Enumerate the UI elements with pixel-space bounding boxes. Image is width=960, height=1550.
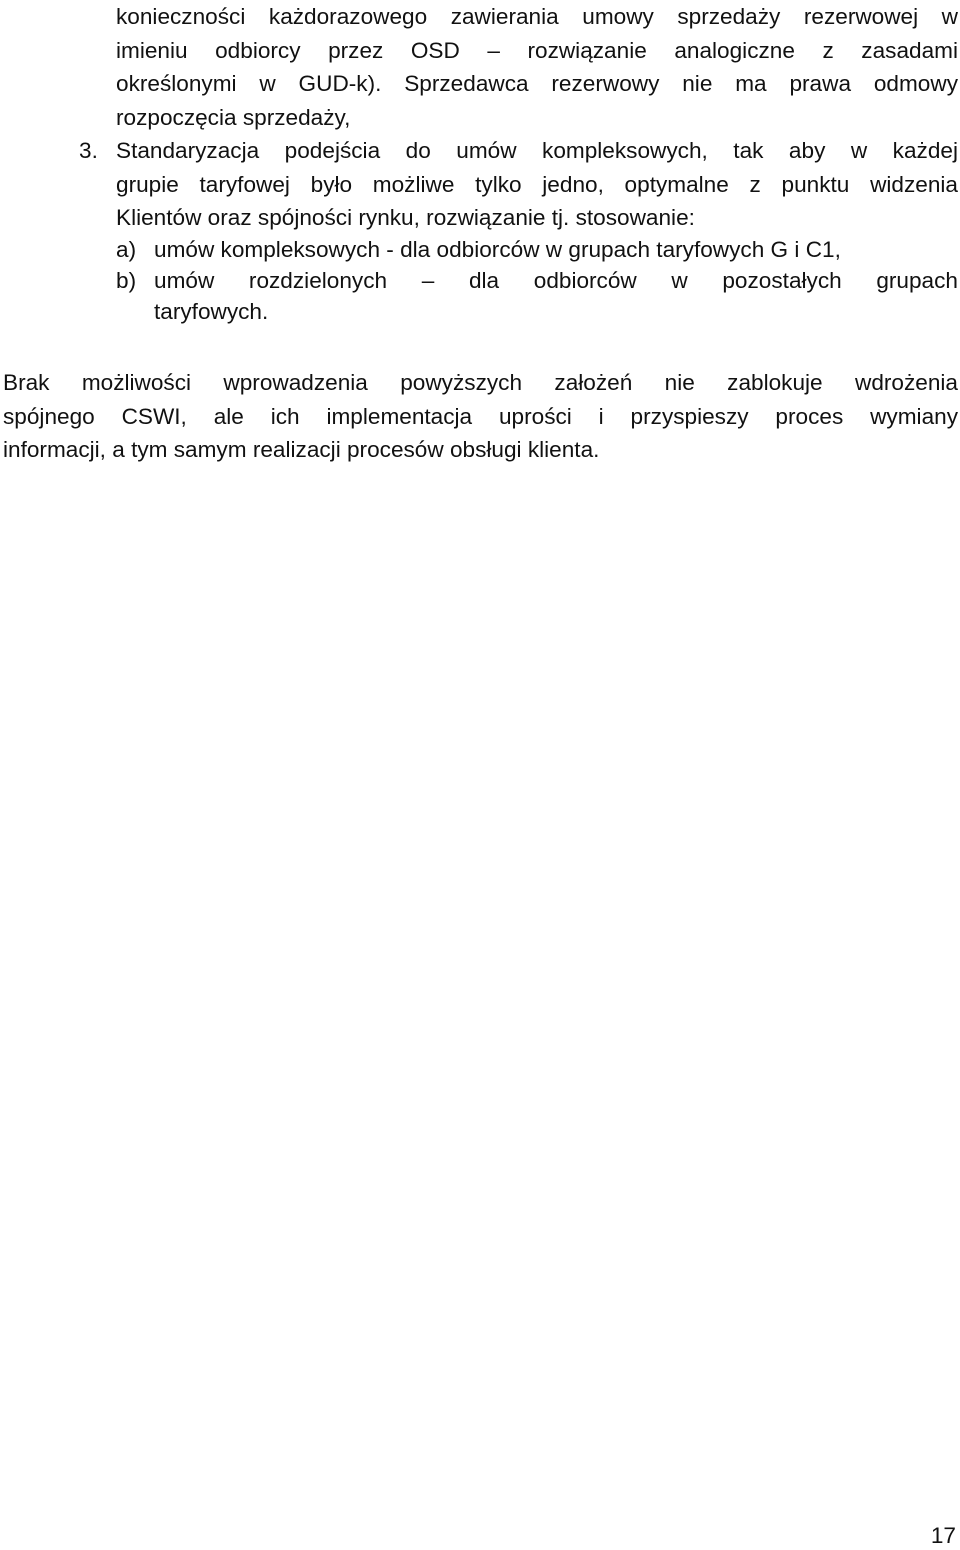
text-line: Standaryzacja podejścia do umów kompleksowych, tak aby w każdej [116, 138, 958, 163]
text-line: określonymi w GUD-k). Sprzedawca rezerwowy nie ma prawa odmowy [116, 71, 958, 96]
page-number: 17 [930, 1523, 956, 1548]
text-line: Brak możliwości wprowadzenia powyższych założeń nie zablokuje wdrożenia [3, 370, 958, 395]
sub-item-body [154, 265, 958, 327]
text-line: informacji, a tym samym realizacji procesów obsługi klienta. [3, 437, 600, 462]
continuation-text [116, 0, 958, 134]
text-line: Klientów oraz spójności rynku, rozwiązanie tj. stosowanie: [116, 205, 695, 230]
text-line: grupie taryfowej było możliwe tylko jedno, optymalne z punktu widzenia [116, 171, 958, 197]
closing-paragraph [3, 366, 958, 467]
sub-item-body [154, 234, 958, 265]
text-line: spójnego CSWI, ale ich implementacja uprości i przyspieszy proces wymiany [3, 403, 958, 429]
text-line: imieniu odbiorcy przez OSD – rozwiązanie analogiczne z zasadami [116, 37, 958, 63]
list-item-body [116, 134, 958, 235]
text-line: taryfowych. [154, 299, 269, 324]
sub-item-label: a) [116, 237, 137, 262]
text-line: umów kompleksowych - dla odbiorców w grupach taryfowych G i C1, [154, 237, 841, 262]
sub-item-label: b) [116, 268, 137, 293]
list-number: 3. [79, 138, 98, 163]
text-line: rozpoczęcia sprzedaży, [116, 104, 351, 130]
text-line: konieczności każdorazowego zawierania umowy sprzedaży rezerwowej w [116, 4, 958, 29]
text-line: umów rozdzielonych – dla odbiorców w pozostałych grupach [154, 268, 958, 293]
